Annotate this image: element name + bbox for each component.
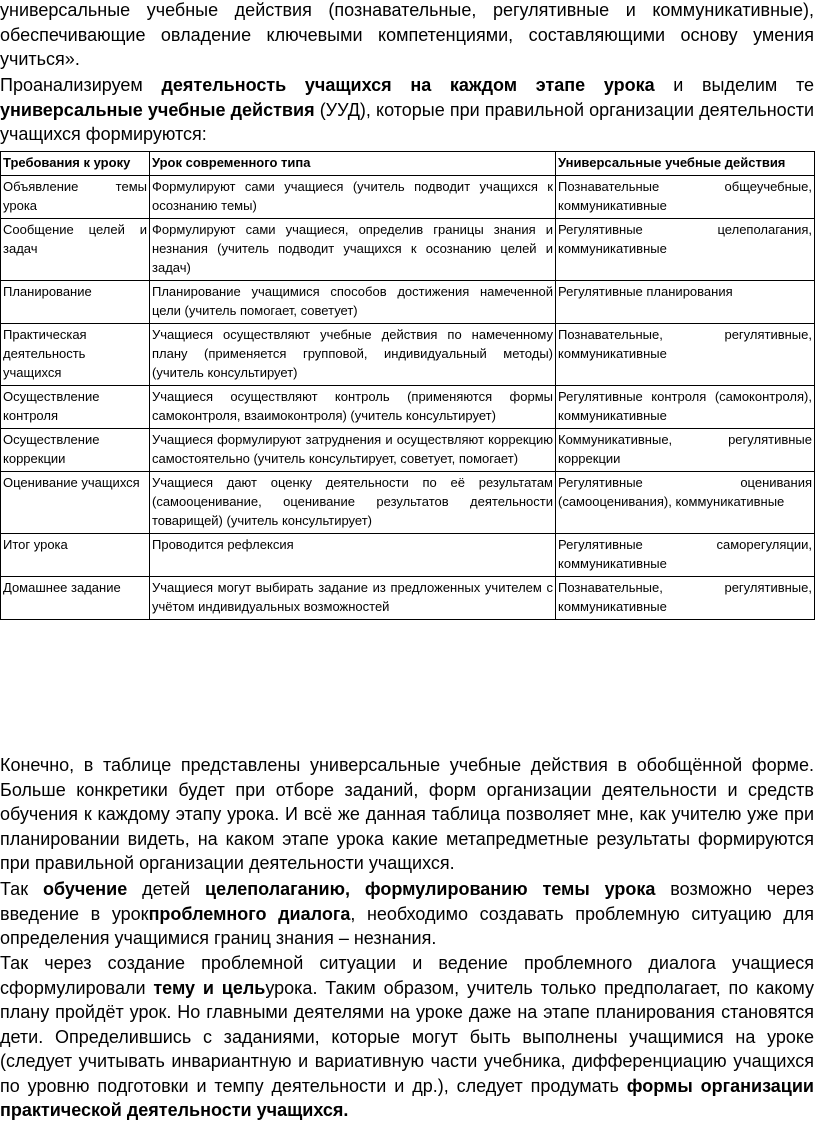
header-requirements: Требования к уроку	[1, 152, 150, 176]
conclusion-paragraph: Конечно, в таблице представлены универсальные учебные действия в обобщённой форме. Больше конкретики будет при отборе заданий, форм организации деятельности и средств обучения к каждому этапу урока. И всё же данная таблица позволяет мне, как учителю уже при планировании видеть, на каком этапе урока какие метапредметные результаты формируются при правильной организации деятельности учащихся.	[0, 755, 814, 873]
header-modern-lesson: Урок современного типа	[150, 152, 556, 176]
bold-text-run: деятельность учащихся на каждом этапе урока	[161, 75, 655, 95]
uud-cell: Регулятивные саморегуляции, коммуникативные	[556, 534, 815, 577]
lesson-cell: Учащиеся дают оценку деятельности по её результатам (самооценивание, оценивание результатов деятельности товарищей) (учитель консультирует)	[150, 472, 556, 534]
lesson-cell: Учащиеся формулируют затруднения и осуществляют коррекцию самостоятельно (учитель консультирует, советует, помогает)	[150, 429, 556, 472]
table-row	[1, 219, 815, 281]
lesson-cell: Проводится рефлексия	[150, 534, 556, 577]
text-run: урока. Таким образом, учитель только предполагает, по какому плану пройдёт урок. Но главными деятелями на уроке даже на этапе планирования становятся дети. Определившись с заданиями, которые могут быть выполнены учащимися на уроке (следует учитывать инвариантную и вариативную части учебника, дифференциацию учащихся по уровню подготовки и темпу деятельности и др.), следует продумать	[0, 977, 815, 1096]
table-row	[1, 324, 815, 386]
table-body	[1, 176, 815, 620]
problem-dialog-paragraph	[0, 877, 816, 951]
uud-cell: Регулятивные целеполагания, коммуникативные	[556, 219, 815, 281]
text-run: Проанализируем	[0, 75, 162, 95]
table-row	[1, 281, 815, 324]
uud-cell: Познавательные, регулятивные, коммуникативные	[556, 577, 815, 620]
requirement-cell: Осуществление коррекции	[1, 429, 150, 472]
text-run: , необходимо создавать проблемную ситуацию для определения учащимися границ знания – незнания.	[0, 903, 814, 948]
uud-cell: Регулятивные контроля (самоконтроля), коммуникативные	[556, 386, 815, 429]
uud-cell: Регулятивные оценивания (самооценивания), коммуникативные	[556, 472, 815, 534]
requirement-cell: Оценивание учащихся	[1, 472, 150, 534]
bold-text-run: целеполаганию, формулированию темы урока	[205, 879, 656, 899]
lesson-cell: Учащиеся осуществляют учебные действия по намеченному плану (применяется групповой, индивидуальный методы) (учитель консультирует)	[150, 324, 556, 386]
text-run: Так через создание проблемной ситуации и ведение проблемного диалога учащиеся сформулировали	[0, 953, 814, 998]
requirement-cell: Итог урока	[1, 534, 150, 577]
text-run: Так	[0, 879, 43, 899]
uud-cell: Коммуникативные, регулятивные коррекции	[556, 429, 815, 472]
lesson-cell: Учащиеся осуществляют контроль (применяются формы самоконтроля, взаимоконтроля) (учитель консультирует)	[150, 386, 556, 429]
lesson-cell: Учащиеся могут выбирать задание из предложенных учителем с учётом индивидуальных возможностей	[150, 577, 556, 620]
uud-table	[0, 151, 815, 620]
lesson-cell: Формулируют сами учащиеся, определив границы знания и незнания (учитель подводит учащихся к осознанию целей и задач)	[150, 219, 556, 281]
uud-cell: Регулятивные планирования	[556, 281, 815, 324]
text-run: (УУД), которые при правильной организации деятельности учащихся формируются:	[0, 99, 814, 144]
bold-text-run: универсальные учебные действия	[0, 99, 315, 120]
lesson-cell: Планирование учащимися способов достижения намеченной цели (учитель помогает, советует)	[150, 281, 556, 324]
table-row	[1, 176, 815, 219]
table-header-row	[1, 152, 815, 176]
requirement-cell: Практическая деятельность учащихся	[1, 324, 150, 386]
bold-text-run: тему и цель	[153, 977, 266, 998]
requirement-cell: Домашнее задание	[1, 577, 150, 620]
table-row	[1, 534, 815, 577]
intro-paragraph: универсальные учебные действия (познавательные, регулятивные и коммуникативные), обеспечивающие овладение ключевыми компетенциями, составляющими основу умения учиться».	[0, 0, 814, 69]
requirement-cell: Осуществление контроля	[1, 386, 150, 429]
table-row	[1, 386, 815, 429]
planning-paragraph	[0, 951, 816, 1123]
uud-cell: Познавательные общеучебные, коммуникативные	[556, 176, 815, 219]
table-row	[1, 429, 815, 472]
table-row	[1, 577, 815, 620]
requirement-cell: Планирование	[1, 281, 150, 324]
header-uud: Универсальные учебные действия	[556, 152, 815, 176]
text-run: и выделим те	[654, 75, 815, 95]
analysis-paragraph	[0, 73, 816, 147]
requirement-cell: Объявление темы урока	[1, 176, 150, 219]
uud-cell: Познавательные, регулятивные, коммуникативные	[556, 324, 815, 386]
bold-text-run: проблемного диалога	[148, 903, 351, 924]
lesson-cell: Формулируют сами учащиеся (учитель подводит учащихся к осознанию темы)	[150, 176, 556, 219]
table-row	[1, 472, 815, 534]
requirement-cell: Сообщение целей и задач	[1, 219, 150, 281]
text-run: возможно через введение в урок	[0, 879, 815, 924]
text-run: детей	[127, 879, 206, 899]
bold-text-run: обучение	[42, 879, 128, 899]
bold-text-run: формы организации практической деятельности учащихся.	[0, 1075, 814, 1120]
